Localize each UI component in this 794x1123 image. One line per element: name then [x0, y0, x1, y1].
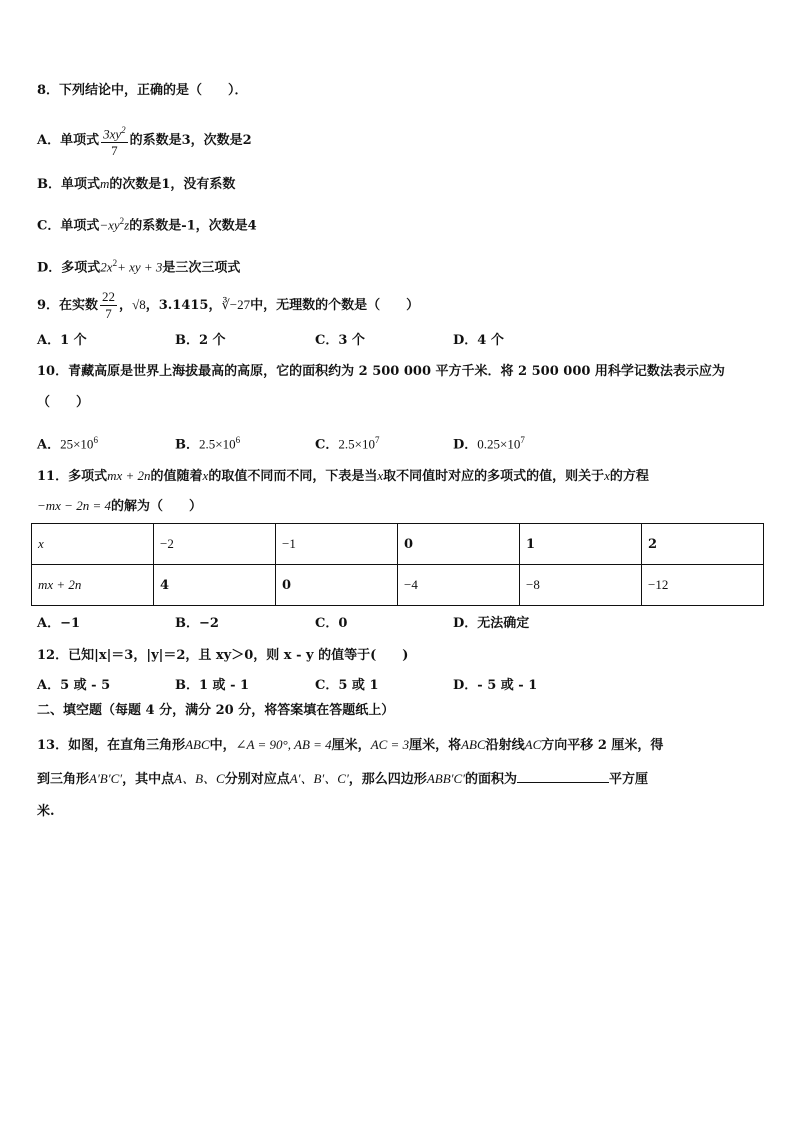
- q13-line3: 米.: [37, 804, 55, 819]
- fraction: $\frac{3xy^2}{7}$: [101, 122, 128, 159]
- q10-option-c: C．$2.5\times 10^7$: [315, 435, 380, 453]
- q13-line1: 13．如图，在直角三角形ABC中，∠A = 90°, AB = 4厘米，AC = 3厘米，将ABC沿射线AC方向平移 2 厘米，得: [37, 737, 664, 753]
- q8-stem: 8．下列结论中，正确的是（ ）．: [37, 83, 248, 98]
- table-cell: −2: [154, 524, 276, 565]
- answer-blank[interactable]: [517, 770, 609, 783]
- q8-option-c: C．单项式$-xy^2z$的系数是-1，次数是4: [37, 216, 257, 234]
- q11-option-d: D．无法确定: [453, 616, 530, 631]
- table-cell: 1: [520, 524, 642, 565]
- q12-option-a: A．5 或 - 5: [37, 678, 111, 693]
- q10-option-b: B．$2.5\times 10^6$: [175, 435, 241, 453]
- q11-option-b: B．−2: [175, 616, 219, 631]
- table-cell: −1: [276, 524, 398, 565]
- table-row: [32, 524, 764, 565]
- section-heading: 二、填空题（每题 4 分，满分 20 分，将答案填在答题纸上）: [37, 703, 395, 718]
- table-cell: mx + 2n: [32, 565, 154, 606]
- q11-stem-line1: 11．多项式mx + 2n的值随着x的取值不同而不同，下表是当x取不同值时对应的多项式的值，则关于x的方程: [37, 468, 649, 484]
- q11-stem-line2: −mx − 2n = 4的解为（ ）: [37, 498, 202, 514]
- q9-stem: 9．在实数 $\frac{22}{7}$ ，√8，3.1415，∛−27中，无理数的个数是（ ）: [37, 289, 420, 321]
- q11-option-a: A．−1: [37, 616, 81, 631]
- table-cell: 0: [276, 565, 398, 606]
- q11-option-c: C．0: [315, 616, 348, 631]
- table-cell: 2: [642, 524, 764, 565]
- q10-stem-line1: 10．青藏高原是世界上海拔最高的高原，它的面积约为 2 500 000 平方千米．将 2 500 000 用科学记数法表示应为: [37, 364, 725, 379]
- q9-option-d: D．4 个: [453, 333, 504, 348]
- table-cell: 0: [398, 524, 520, 565]
- q12-option-b: B．1 或 - 1: [175, 678, 250, 693]
- table-row: [32, 565, 764, 606]
- q13-line2: 到三角形A′B′C′，其中点A、B、C分别对应点A′、B′、C′，那么四边形ABB′C′的面积为 平方厘: [37, 771, 649, 787]
- value-table: [31, 523, 764, 606]
- table-cell: x: [32, 524, 154, 565]
- q12-stem: 12．已知|x|＝3，|y|＝2，且 xy＞0，则 x - y 的值等于( ): [37, 648, 409, 663]
- q12-option-d: D．- 5 或 - 1: [453, 678, 538, 693]
- q9-option-a: A．1 个: [37, 333, 87, 348]
- table-cell: −4: [398, 565, 520, 606]
- q12-option-c: C．5 或 1: [315, 678, 379, 693]
- q8-option-a: A．单项式 $\frac{3xy^2}{7}$ 的系数是3，次数是2: [37, 122, 252, 159]
- q8-option-d: D．多项式$2x^2+$ xy + 3是三次三项式: [37, 258, 241, 276]
- table-cell: 4: [154, 565, 276, 606]
- q9-option-c: C．3 个: [315, 333, 365, 348]
- q8-option-b: B．单项式m的次数是1，没有系数: [37, 176, 236, 192]
- q10-stem-line2: （ ）: [37, 395, 90, 410]
- q9-option-b: B．2 个: [175, 333, 226, 348]
- table-cell: −12: [642, 565, 764, 606]
- table-cell: −8: [520, 565, 642, 606]
- q10-option-a: A．$25\times 10^6$: [37, 435, 98, 453]
- q10-option-d: D．$0.25\times 10^7$: [453, 435, 525, 453]
- fraction: $\frac{22}{7}$: [102, 289, 116, 321]
